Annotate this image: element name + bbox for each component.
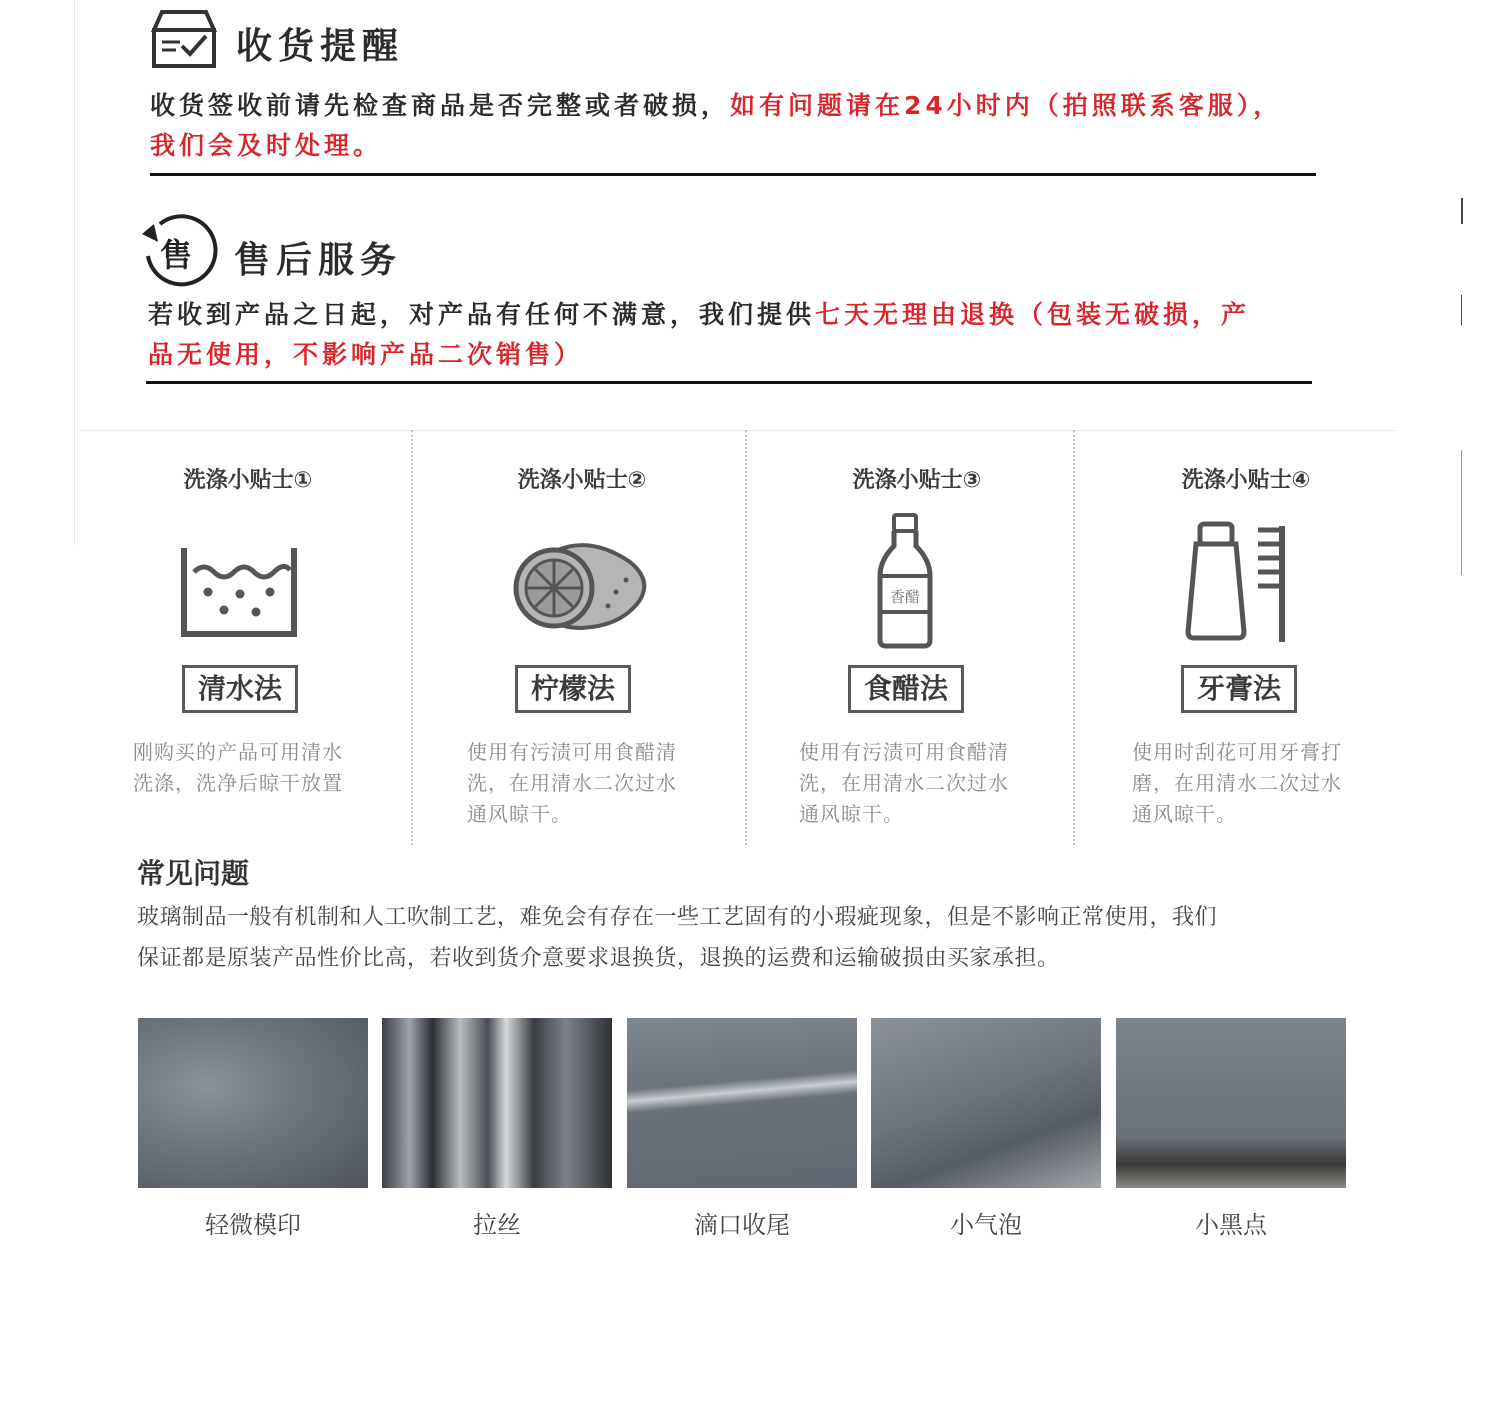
tip-description <box>1132 737 1362 830</box>
defect-caption: 小气泡 <box>950 1211 1022 1239</box>
faq-line: 保证都是原装产品性价比高，若收到货介意要求退换货，退换的运费和运输破损由买家承担。 <box>137 946 1060 971</box>
defect-photo-small-bubble <box>871 1018 1101 1188</box>
faq-line: 玻璃制品一般有机制和人工吹制工艺，难免会有存在一些工艺固有的小瑕疵现象，但是不影响正常使用，我们 <box>137 905 1218 930</box>
defect-photo-mold-mark <box>138 1018 368 1188</box>
desc-line: 洗，在用清水二次过水 <box>467 771 677 795</box>
tip-description <box>799 737 1029 830</box>
page-edge-left <box>74 0 75 545</box>
tip-description <box>467 737 697 830</box>
tip-title: 洗涤小贴士③ <box>852 468 982 493</box>
defect-photo-drawing-lines <box>382 1018 612 1188</box>
bottle-label: 香醋 <box>889 588 920 606</box>
column-divider <box>411 430 413 845</box>
method-label: 食醋法 <box>848 665 964 713</box>
divider-rule <box>150 173 1316 176</box>
desc-line: 洗，在用清水二次过水 <box>799 771 1009 795</box>
method-label: 牙膏法 <box>1181 665 1297 713</box>
delivery-box-icon <box>150 8 218 70</box>
desc-line: 磨，在用清水二次过水 <box>1132 771 1342 795</box>
aftersale-text-red: 七天无理由退换（包装无破损，产 <box>815 300 1251 329</box>
desc-line: 通风晾干。 <box>467 802 572 826</box>
faq-title: 常见问题 <box>137 857 250 890</box>
divider-rule <box>146 381 1312 384</box>
desc-line: 使用时刮花可用牙膏打 <box>1132 740 1342 764</box>
tip-description <box>133 737 363 799</box>
desc-line: 使用有污渍可用食醋清 <box>467 740 677 764</box>
defect-photo-drip-finish <box>627 1018 857 1188</box>
column-divider <box>1073 430 1075 845</box>
defect-caption: 滴口收尾 <box>694 1211 790 1239</box>
desc-line: 通风晾干。 <box>1132 802 1237 826</box>
defect-photo-black-dot <box>1116 1018 1346 1188</box>
method-label: 清水法 <box>182 665 298 713</box>
faq-text <box>137 897 1357 979</box>
desc-line: 通风晾干。 <box>799 802 904 826</box>
tip-title: 洗涤小贴士① <box>183 468 313 493</box>
desc-line: 刚购买的产品可用清水 <box>133 740 343 764</box>
tips-top-border <box>80 430 1395 431</box>
receipt-text-red: 如有问题请在24小时内（拍照联系客服）， <box>730 91 1283 120</box>
defect-caption: 轻微模印 <box>205 1211 301 1239</box>
method-label: 柠檬法 <box>515 665 631 713</box>
toothpaste-brush-icon <box>1184 520 1294 646</box>
vinegar-bottle-icon <box>876 512 934 650</box>
column-divider <box>745 430 747 845</box>
edge-mark <box>1461 450 1462 575</box>
aftersale-title: 售后服务 <box>234 240 403 281</box>
edge-mark <box>1461 198 1463 224</box>
aftersale-text-black: 若收到产品之日起，对产品有任何不满意，我们提供 <box>148 300 816 329</box>
edge-mark <box>1461 295 1462 325</box>
aftersale-icon-char: 售 <box>160 236 193 274</box>
desc-line: 洗涤，洗净后晾干放置 <box>133 771 343 795</box>
lemon-icon <box>512 540 652 632</box>
aftersale-text <box>148 295 1378 375</box>
tip-title: 洗涤小贴士④ <box>1181 468 1311 493</box>
receipt-text <box>150 86 1370 166</box>
defect-caption: 拉丝 <box>473 1211 521 1239</box>
receipt-text-black: 收货签收前请先检查商品是否完整或者破损， <box>150 91 731 120</box>
receipt-text-red-2: 我们会及时处理。 <box>150 131 383 160</box>
water-basin-icon <box>178 542 300 642</box>
desc-line: 使用有污渍可用食醋清 <box>799 740 1009 764</box>
tip-title: 洗涤小贴士② <box>517 468 647 493</box>
receipt-title: 收货提醒 <box>236 26 405 67</box>
aftersale-text-red-2: 品无使用，不影响产品二次销售） <box>148 340 584 369</box>
defect-caption: 小黑点 <box>1195 1211 1267 1239</box>
